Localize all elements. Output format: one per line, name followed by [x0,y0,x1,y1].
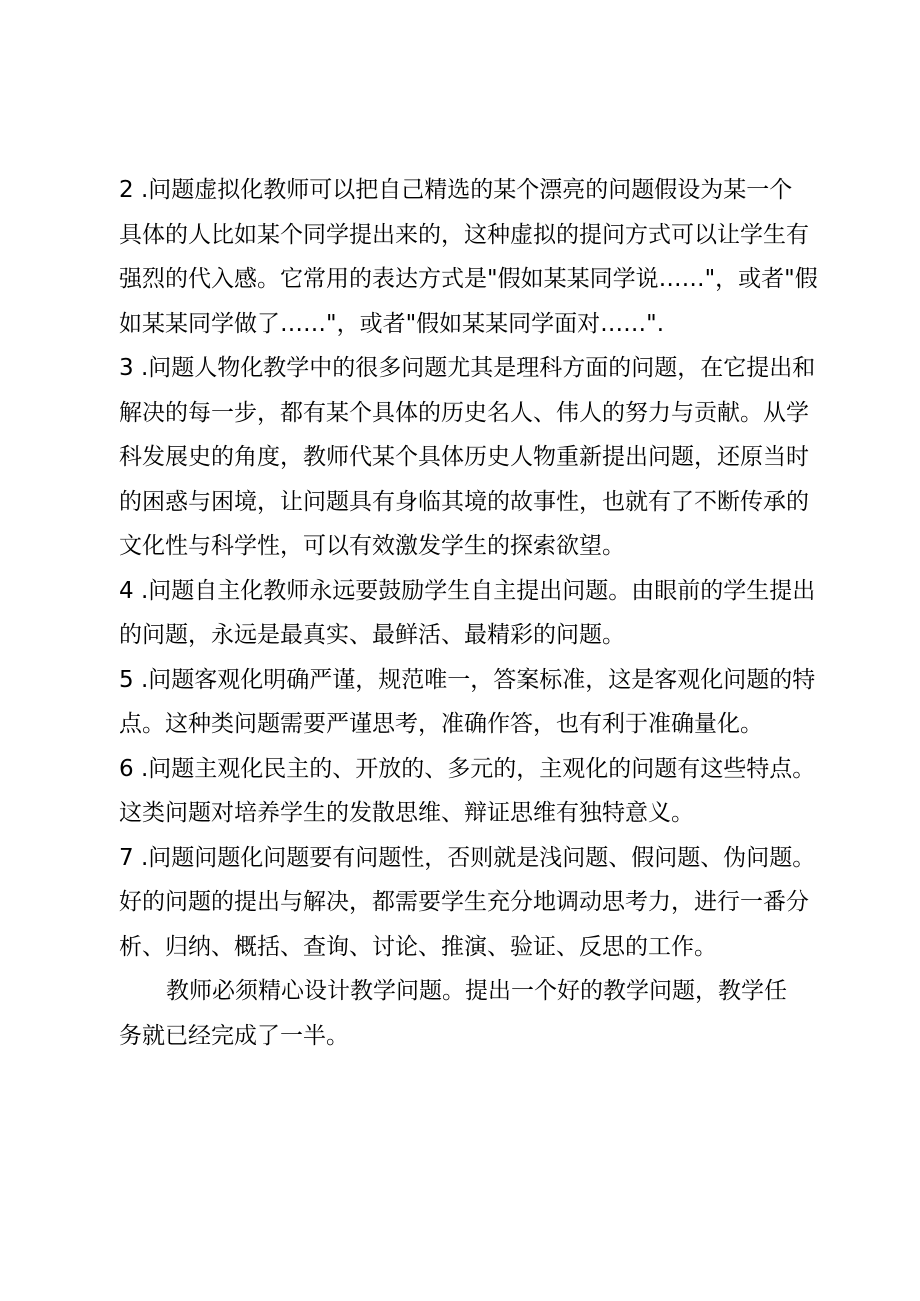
item-4-line-1: 4 .问题自主化教师永远要鼓励学生自主提出问题。由眼前的学生提出 [119,577,816,604]
item-3-line-4: 的困惑与困境，让问题具有身临其境的故事性，也就有了不断传承的 [119,488,809,515]
item-5-line-1: 5 .问题客观化明确严谨，规范唯一，答案标准，这是客观化问题的特 [119,666,816,693]
item-2-line-3: 强烈的代入感。它常用的表达方式是"假如某某同学说……"，或者"假 [119,266,818,292]
conclusion-line-1: 教师必须精心设计教学问题。提出一个好的教学问题，教学任 [166,978,787,1004]
item-3-line-3: 科发展史的角度，教师代某个具体历史人物重新提出问题，还原当时 [119,444,809,470]
item-3-line-2: 解决的每一步，都有某个具体的历史名人、伟人的努力与贡献。从学 [119,399,809,426]
item-2-line-2: 具体的人比如某个同学提出来的，这种虚拟的提问方式可以让学生有 [119,221,809,248]
item-7-line-3: 析、归纳、概括、查询、讨论、推演、验证、反思的工作。 [119,933,717,960]
item-6-line-1: 6 .问题主观化民主的、开放的、多元的，主观化的问题有这些特点。 [119,755,816,782]
item-3-line-1: 3 .问题人物化教学中的很多问题尤其是理科方面的问题，在它提出和 [119,355,816,381]
document-body [119,168,819,1058]
item-4-line-2: 的问题，永远是最真实、最鲜活、最精彩的问题。 [119,622,625,648]
item-6-line-2: 这类问题对培养学生的发散思维、辩证思维有独特意义。 [119,800,694,826]
item-2-line-4: 如某某同学做了……"，或者"假如某某同学面对……". [119,310,665,337]
item-5-line-2: 点。这种类问题需要严谨思考，准确作答，也有利于准确量化。 [119,711,763,737]
item-7-line-2: 好的问题的提出与解决，都需要学生充分地调动思考力，进行一番分 [119,889,809,915]
item-2-line-1: 2 .问题虚拟化教师可以把自己精选的某个漂亮的问题假设为某一个 [119,177,793,203]
item-3-line-5: 文化性与科学性，可以有效激发学生的探索欲望。 [119,533,625,559]
item-7-line-1: 7 .问题问题化问题要有问题性，否则就是浅问题、假问题、伪问题。 [119,844,816,871]
conclusion-line-2: 务就已经完成了一半。 [119,1022,349,1049]
